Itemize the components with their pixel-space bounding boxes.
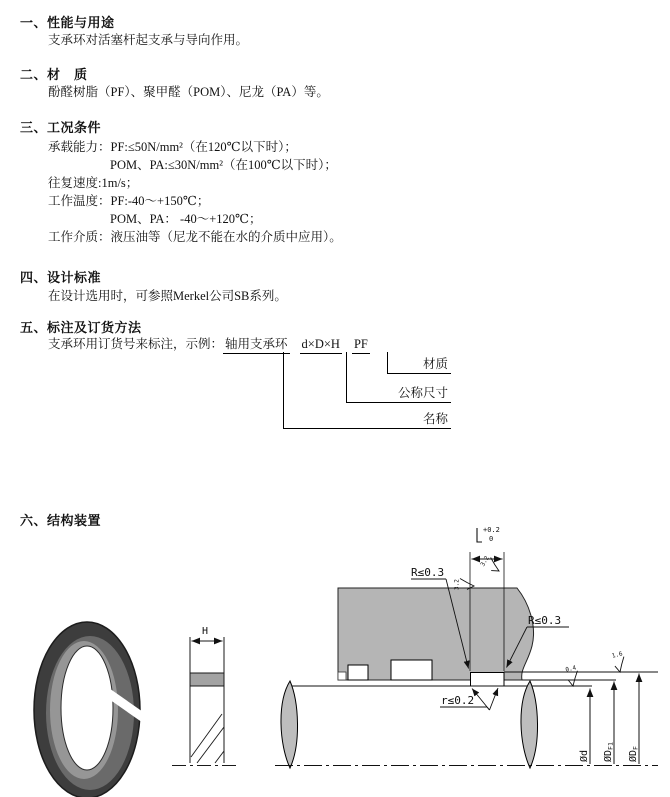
ordering-term-size: d×D×H — [300, 337, 342, 354]
radius-label-top-left: R≤0.3 — [411, 566, 445, 579]
section2-heading: 二、材 质 — [20, 67, 88, 82]
split-cut-line — [215, 751, 224, 763]
section3-line-load2: POM、PA:≤30N/mm²（在100℃以下时）； — [110, 158, 337, 172]
section3-line-temp: 工作温度：PF:-40～+150℃； — [48, 194, 210, 208]
rod-break-left — [281, 681, 298, 768]
section5-heading: 五、标注及订货方法 — [20, 320, 142, 335]
section4-body: 在设计选用时，可参照Merkel公司SB系列。 — [48, 289, 287, 303]
rod-break-right — [521, 681, 538, 768]
ring-3d-view — [34, 622, 147, 797]
section4-heading: 四、设计标准 — [20, 270, 102, 285]
split-cut-line — [197, 727, 224, 763]
dim-tick — [477, 528, 482, 542]
section3-heading: 三、工况条件 — [20, 120, 102, 135]
section-ring-band — [190, 673, 224, 686]
tolerance-upper: +0.2 — [483, 526, 500, 534]
leader-line — [490, 688, 499, 710]
label-size: 公称尺寸 — [397, 386, 448, 400]
structure-drawing — [0, 526, 670, 797]
housing-step-notch — [338, 672, 346, 680]
roughness-symbol-rod — [565, 664, 581, 686]
roughness-symbol-seat — [611, 650, 627, 673]
ring-groove-cavity — [471, 673, 504, 686]
dim-label-rod-diameter: Ød — [579, 749, 590, 762]
section3-line-load: 承载能力：PF:≤50N/mm²（在120℃以下时）； — [48, 140, 297, 154]
housing-groove-large — [391, 660, 432, 680]
assembly-view — [275, 526, 658, 768]
housing-groove-small — [348, 665, 368, 680]
radius-label-bottom: r≤0.2 — [441, 694, 475, 707]
label-material: 材质 — [422, 357, 448, 371]
section3-line-medium: 工作介质：液压油等（尼龙不能在水的介质中应用）。 — [48, 230, 342, 244]
section6-heading: 六、结构装置 — [20, 513, 102, 528]
svg-text:3.2: 3.2 — [479, 554, 491, 568]
connector-name — [283, 352, 451, 429]
section2-body: 酚醛树脂（PF）、聚甲醛（POM）、尼龙（PA）等。 — [48, 85, 329, 99]
ordering-example-row — [48, 334, 380, 354]
svg-text:1.6: 1.6 — [611, 650, 624, 660]
tolerance-lower: 0 — [489, 535, 494, 543]
radius-label-right: R≤0.3 — [528, 614, 562, 627]
ordering-prefix: 支承环用订货号来标注，示例： — [48, 337, 224, 351]
dim-label-groove-diameter: ØDF — [628, 746, 640, 762]
dim-label-inner-diameter: ØDF1 — [603, 742, 615, 762]
section3-line-temp2: POM、PA： -40～+120℃； — [110, 212, 262, 226]
label-name: 名称 — [422, 412, 448, 426]
ring-bore — [61, 646, 113, 770]
svg-text:3.2: 3.2 — [453, 579, 461, 590]
section1-body: 支承环对活塞杆起支承与导向作用。 — [48, 33, 249, 47]
svg-text:0.4: 0.4 — [564, 664, 577, 674]
h-dim-label: H — [201, 626, 209, 637]
ring-section-view — [172, 626, 240, 766]
roughness-symbol-groove-right — [479, 554, 503, 574]
ordering-term-material: PF — [352, 337, 370, 354]
ordering-term-name: 轴用支承环 — [223, 334, 290, 354]
section3-line-speed: 往复速度:1m/s； — [48, 176, 139, 190]
section1-heading: 一、性能与用途 — [20, 15, 115, 30]
